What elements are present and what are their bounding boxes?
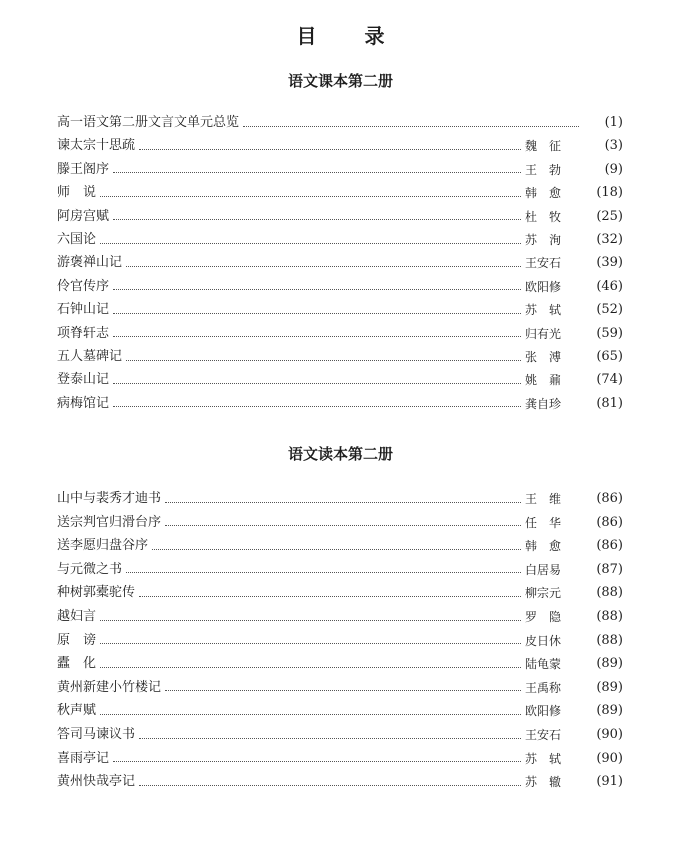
page-title — [0, 20, 681, 49]
toc-entry-author: 白居易 — [525, 562, 562, 577]
dot-leader — [152, 549, 521, 550]
toc-entry-author: 欧阳修 — [525, 704, 562, 719]
dot-leader — [243, 126, 579, 127]
dot-leader — [113, 383, 521, 384]
toc-entry-title: 秋声赋 — [57, 703, 97, 719]
section-heading: 语文课本第二册 — [287, 72, 393, 90]
toc-entry-page: (1) — [604, 115, 623, 130]
dot-leader — [113, 289, 521, 290]
toc-entry — [57, 489, 623, 509]
toc-entry-author: 王 维 — [525, 492, 562, 506]
toc-entry — [57, 207, 623, 227]
toc-entry — [57, 277, 623, 297]
dot-leader — [100, 667, 521, 668]
dot-leader — [113, 336, 521, 337]
dot-leader — [139, 738, 521, 739]
toc-entry — [57, 631, 623, 651]
toc-entry-page: (88) — [596, 609, 623, 624]
dot-leader — [126, 266, 521, 267]
page-title-char: 目 — [296, 24, 365, 48]
toc-entry-page: (90) — [596, 750, 623, 766]
toc-entry-page: (74) — [596, 372, 623, 388]
toc-entry-author: 杜 牧 — [525, 209, 562, 224]
toc-entry — [57, 725, 623, 745]
toc-entry-page: (88) — [596, 632, 623, 648]
toc-entry-author: 韩 愈 — [525, 539, 562, 554]
toc-entry — [57, 230, 623, 250]
toc-entry-page: (89) — [596, 679, 623, 695]
toc-entry-page: (65) — [596, 349, 623, 364]
dot-leader — [139, 596, 521, 597]
dot-leader — [100, 196, 521, 197]
toc-entry-title: 蠹 化 — [57, 656, 97, 672]
section-heading: 语文读本第二册 — [287, 445, 393, 463]
toc-entry-title: 黄州快哉亭记 — [57, 774, 136, 790]
toc-entry — [57, 513, 623, 533]
dot-leader — [139, 149, 521, 150]
toc-entry — [57, 370, 623, 390]
toc-entry-title: 登泰山记 — [57, 372, 110, 388]
toc-entry — [57, 136, 623, 156]
toc-entry — [57, 607, 623, 627]
toc-entry-page: (86) — [596, 538, 623, 554]
toc-entry-title: 五人墓碑记 — [57, 349, 123, 364]
dot-leader — [100, 643, 521, 644]
toc-entry-page: (91) — [596, 774, 623, 790]
dot-leader — [113, 313, 521, 314]
toc-entry-title: 原 谤 — [57, 632, 97, 648]
dot-leader — [139, 785, 521, 786]
dot-leader — [113, 406, 521, 407]
toc-entry — [57, 113, 623, 133]
dot-leader — [126, 360, 521, 361]
dot-leader — [165, 690, 521, 691]
toc-entry-title: 项脊轩志 — [57, 325, 110, 341]
toc-entry-title: 山中与裴秀才迪书 — [57, 491, 162, 506]
toc-entry-author: 柳宗元 — [525, 586, 562, 601]
toc-entry — [57, 347, 623, 367]
toc-entry — [57, 678, 623, 698]
toc-entry — [57, 583, 623, 603]
dot-leader — [113, 219, 521, 220]
toc-entry-author: 苏 辙 — [525, 775, 562, 790]
toc-entry — [57, 324, 623, 344]
toc-entry-title: 送宗判官归滑台序 — [57, 514, 162, 530]
toc-entry — [57, 253, 623, 273]
dot-leader — [165, 525, 521, 526]
toc-entry-page: (86) — [596, 514, 623, 530]
toc-entry-title: 石钟山记 — [57, 302, 110, 318]
toc-entry-author: 陆龟蒙 — [525, 657, 562, 672]
toc-entry-author: 魏 征 — [525, 139, 562, 154]
toc-entry-title: 阿房宫赋 — [57, 208, 110, 224]
toc-entry-title: 六国论 — [57, 232, 97, 247]
toc-entry-title: 答司马谏议书 — [57, 727, 136, 742]
toc-entry-title: 高一语文第二册文言文单元总览 — [57, 115, 240, 130]
toc-entry — [57, 772, 623, 792]
toc-entry-title: 与元微之书 — [57, 561, 123, 577]
toc-entry-title: 送李愿归盘谷序 — [57, 538, 149, 554]
toc-entry-page: (88) — [596, 585, 623, 601]
toc-entry-author: 苏 轼 — [525, 751, 562, 766]
toc-entry — [57, 394, 623, 414]
toc-entry-author: 张 溥 — [525, 350, 562, 364]
dot-leader — [100, 714, 521, 715]
toc-entry-author: 欧阳修 — [525, 279, 562, 294]
toc-entry — [57, 160, 623, 180]
toc-entry-page: (9) — [604, 161, 623, 177]
toc-entry-author: 苏 洵 — [525, 233, 562, 247]
toc-entry — [57, 701, 623, 721]
toc-entry-page: (32) — [596, 232, 623, 247]
toc-entry-author: 姚 鼐 — [525, 373, 562, 388]
toc-entry — [57, 654, 623, 674]
dot-leader — [100, 243, 521, 244]
toc-entry-author: 苏 轼 — [525, 303, 562, 318]
toc-entry-title: 越妇言 — [57, 609, 97, 624]
toc-entry-page: (39) — [596, 255, 623, 271]
toc-entry-title: 谏太宗十思疏 — [57, 138, 136, 154]
toc-entry-page: (52) — [596, 302, 623, 318]
toc-entry-author: 王禹称 — [525, 680, 562, 695]
toc-entry-title: 滕王阁序 — [57, 161, 110, 177]
toc-entry-author: 王安石 — [525, 728, 562, 742]
toc-entry-page: (86) — [596, 491, 623, 506]
toc-entry-author: 皮日休 — [525, 633, 562, 648]
toc-entry-page: (87) — [596, 561, 623, 577]
toc-entry-title: 黄州新建小竹楼记 — [57, 679, 162, 695]
toc-entry-title: 伶官传序 — [57, 278, 110, 294]
toc-entry-author: 韩 愈 — [525, 186, 562, 201]
page-title-char: 录 — [364, 24, 433, 48]
toc-entry — [57, 560, 623, 580]
toc-entry — [57, 536, 623, 556]
toc-entry — [57, 749, 623, 769]
toc-entry-page: (89) — [596, 703, 623, 719]
dot-leader — [100, 620, 521, 621]
toc-entry-author: 归有光 — [525, 326, 562, 341]
toc-entry-page: (81) — [596, 395, 623, 411]
toc-entry-page: (46) — [596, 278, 623, 294]
toc-entry-page: (89) — [596, 656, 623, 672]
dot-leader — [165, 502, 521, 503]
toc-entry-author: 王安石 — [525, 256, 562, 271]
toc-entry-page: (18) — [596, 185, 623, 201]
toc-entry-page: (90) — [596, 727, 623, 742]
toc-entry — [57, 183, 623, 203]
dot-leader — [113, 761, 521, 762]
toc-entry-author: 罗 隐 — [525, 610, 562, 624]
toc-entry-author: 任 华 — [525, 515, 562, 530]
toc-entry-title: 游褒禅山记 — [57, 255, 123, 271]
toc-entry-title: 病梅馆记 — [57, 395, 110, 411]
toc-entry-title: 种树郭橐驼传 — [57, 585, 136, 601]
dot-leader — [126, 572, 521, 573]
dot-leader — [113, 172, 521, 173]
toc-entry-page: (25) — [596, 208, 623, 224]
toc-entry-title: 师 说 — [57, 185, 97, 201]
toc-entry-author: 龚自珍 — [525, 396, 562, 411]
toc-entry — [57, 300, 623, 320]
toc-entry-page: (3) — [604, 138, 623, 154]
toc-entry-title: 喜雨亭记 — [57, 750, 110, 766]
toc-entry-page: (59) — [596, 325, 623, 341]
toc-entry-author: 王 勃 — [525, 162, 562, 177]
